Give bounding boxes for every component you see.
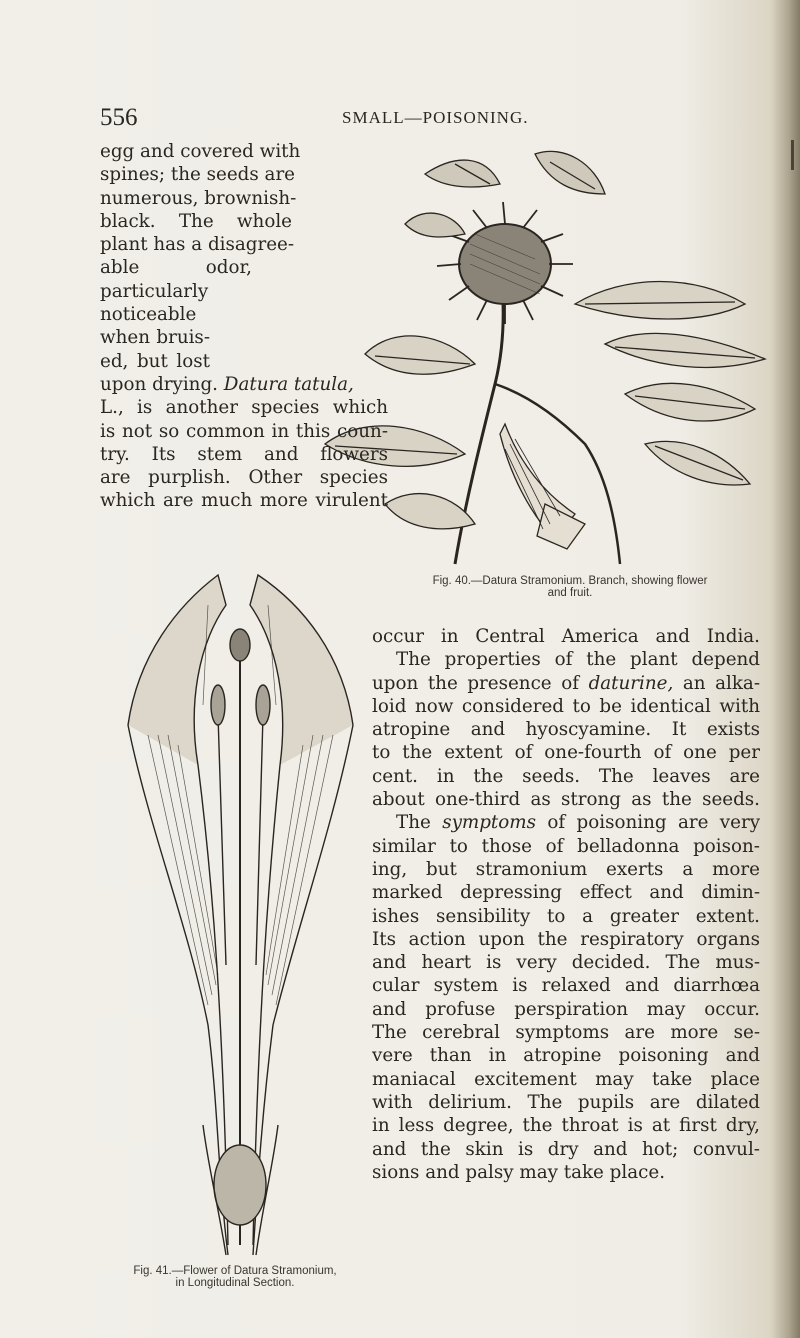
text-line: The cerebral symptoms are more se-: [372, 1022, 760, 1044]
text-emphasis: symptoms: [442, 812, 537, 834]
text-line: The properties of the plant depend: [396, 649, 760, 671]
text-line: to the extent of one-fourth of one per: [372, 742, 760, 764]
paragraph-symptoms: [372, 625, 760, 1184]
text-line: noticeable: [100, 304, 197, 326]
text-line: ed, but lost: [100, 350, 210, 372]
text-line: in less degree, the throat is at first dry,: [372, 1115, 760, 1137]
text-line: ishes sensibility to a greater extent.: [372, 905, 760, 927]
text-line: vere than in atropine poisoning and: [372, 1045, 760, 1067]
text-line: which are much more virulent: [100, 490, 388, 512]
page-number: 556: [100, 104, 138, 131]
text-line: when bruis-: [100, 327, 210, 349]
figure-40-caption-line1: Fig. 40.—Datura Stramonium. Branch, showing flower: [432, 575, 708, 587]
text-segment: of poisoning are very: [547, 812, 761, 834]
text-line: atropine and hyoscyamine. It exists: [372, 719, 760, 741]
text-line: ing, but stramonium exerts a more: [372, 858, 760, 880]
figure-40-caption-line2: and fruit.: [547, 587, 593, 599]
text-line: about one-third as strong as the seeds.: [372, 789, 760, 811]
figure-41-caption: [100, 1265, 370, 1289]
text-line: [372, 672, 760, 695]
text-line: particularly: [100, 280, 209, 302]
text-line: and profuse perspiration may occur.: [372, 998, 760, 1020]
text-line: similar to those of belladonna poison-: [372, 835, 760, 857]
text-line: try. Its stem and flowers: [100, 443, 388, 465]
text-line: and heart is very decided. The mus-: [372, 952, 760, 974]
scan-mark: [791, 140, 794, 170]
text-line: plant has a disagree-: [100, 234, 295, 256]
figure-41-caption-line1: Fig. 41.—Flower of Datura Stramonium,: [133, 1265, 337, 1277]
text-line: black. The whole: [100, 210, 292, 232]
text-line: maniacal excitement may take place: [372, 1068, 760, 1090]
text-line: egg and covered with: [100, 141, 301, 162]
page-header: [100, 104, 680, 134]
text-line: are purplish. Other species: [100, 467, 388, 489]
text-line: with delirium. The pupils are dilated: [372, 1091, 760, 1113]
figure-41-caption-line2: in Longitudinal Section.: [175, 1277, 295, 1289]
text-line: marked depressing effect and dimin-: [372, 882, 760, 904]
running-head: SMALL—POISONING.: [342, 108, 529, 127]
page-edge-shadow: [772, 0, 800, 1338]
text-line: [100, 373, 382, 396]
figure-40-caption: [370, 575, 770, 599]
text-line: Its action upon the respiratory organs: [372, 928, 760, 950]
text-line: able odor,: [100, 257, 252, 279]
text-line: spines; the seeds are: [100, 164, 295, 186]
text-segment: upon the presence of: [372, 672, 579, 694]
text-segment: The: [396, 812, 431, 834]
text-emphasis: daturine,: [588, 672, 674, 694]
text-emphasis: Datura tatula,: [223, 373, 354, 395]
text-line: loid now considered to be identical with: [372, 695, 760, 717]
text-segment: an alka-: [682, 672, 761, 694]
text-line: L., is another species which: [100, 397, 388, 419]
text-line: is not so common in this coun-: [100, 420, 388, 442]
paragraph-plant-description: [100, 140, 388, 513]
text-line: and the skin is dry and hot; convul-: [372, 1138, 760, 1160]
text-line: cent. in the seeds. The leaves are: [372, 765, 760, 787]
text-line: numerous, brownish-: [100, 187, 297, 209]
text-line: [372, 811, 760, 834]
text-line: sions and palsy may take place.: [372, 1161, 665, 1183]
text-segment: upon drying.: [100, 373, 218, 395]
text-line: cular system is relaxed and diarrhœa: [372, 975, 760, 997]
text-line: occur in Central America and India.: [372, 626, 760, 647]
figure-flower-section: [108, 565, 373, 1265]
